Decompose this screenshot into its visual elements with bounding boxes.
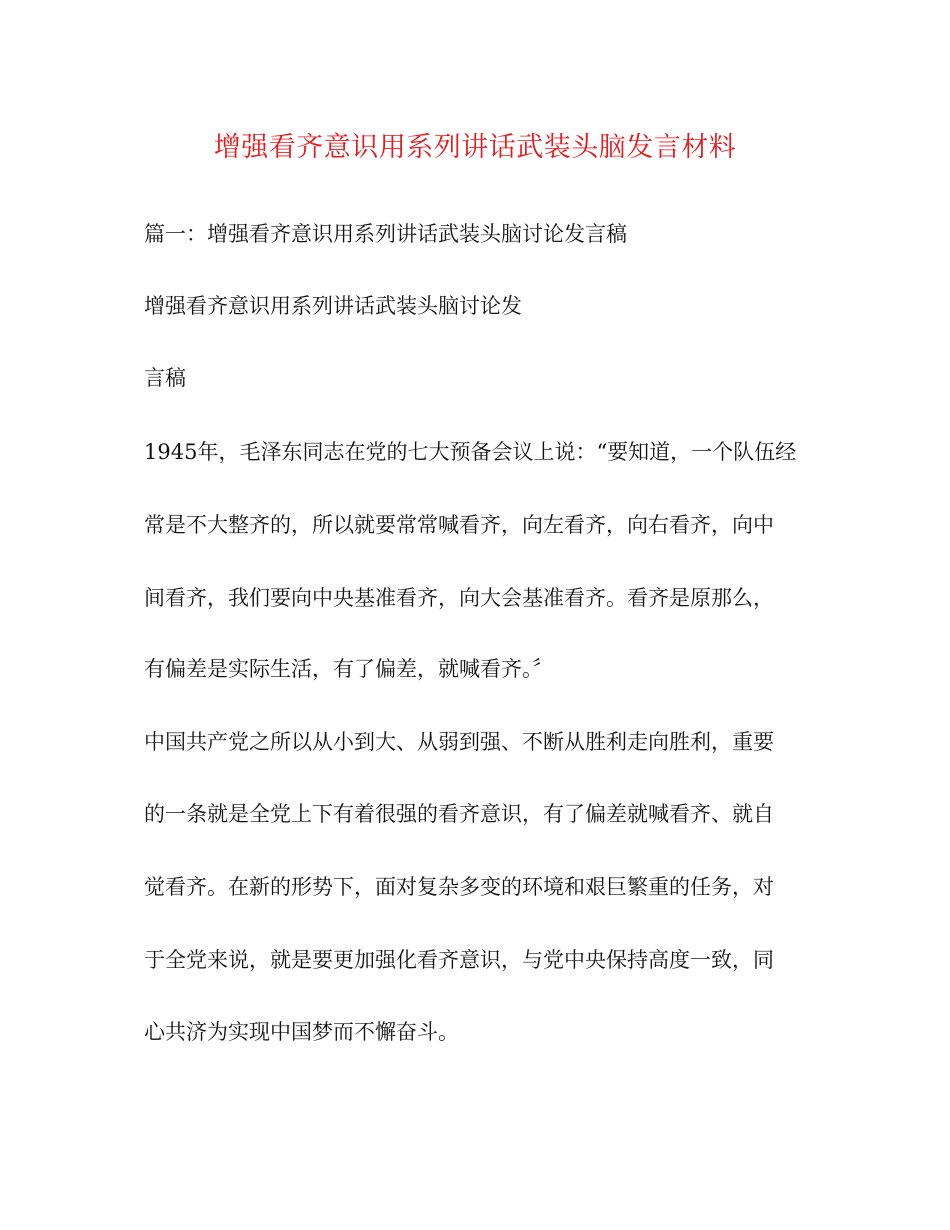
section-heading: 篇一：增强看齐意识用系列讲话武装头脑讨论发言稿	[144, 222, 627, 246]
paragraph-1-line-2: 常是不大整齐的，所以就要常常喊看齐，向左看齐，向右看齐，向中	[144, 513, 774, 537]
paragraph-1-line-3: 间看齐，我们要向中央基准看齐，向大会基准看齐。看齐是原那么，	[144, 586, 774, 610]
subtitle-line-2: 言稿	[144, 366, 186, 390]
document-title: 增强看齐意识用系列讲话武装头脑发言材料	[213, 132, 737, 163]
paragraph-2-line-3: 觉看齐。在新的形势下，面对复杂多变的环境和艰巨繁重的任务，对	[144, 875, 774, 899]
subtitle-line-1: 增强看齐意识用系列讲话武装头脑讨论发	[144, 294, 522, 318]
paragraph-1-line-4: 有偏差是实际生活，有了偏差，就喊看齐。〞	[144, 657, 554, 681]
paragraph-2-line-4: 于全党来说，就是要更加强化看齐意识，与党中央保持高度一致，同	[144, 948, 774, 972]
paragraph-2-line-5: 心共济为实现中国梦而不懈奋斗。	[144, 1020, 459, 1044]
paragraph-2-line-2: 的一条就是全党上下有着很强的看齐意识，有了偏差就喊看齐、就自	[144, 802, 774, 826]
paragraph-1-line-1: 1945年，毛泽东同志在党的七大预备会议上说：“要知道，一个队伍经	[144, 440, 797, 464]
paragraph-2-line-1: 中国共产党之所以从小到大、从弱到强、不断从胜利走向胜利，重要	[144, 730, 774, 754]
